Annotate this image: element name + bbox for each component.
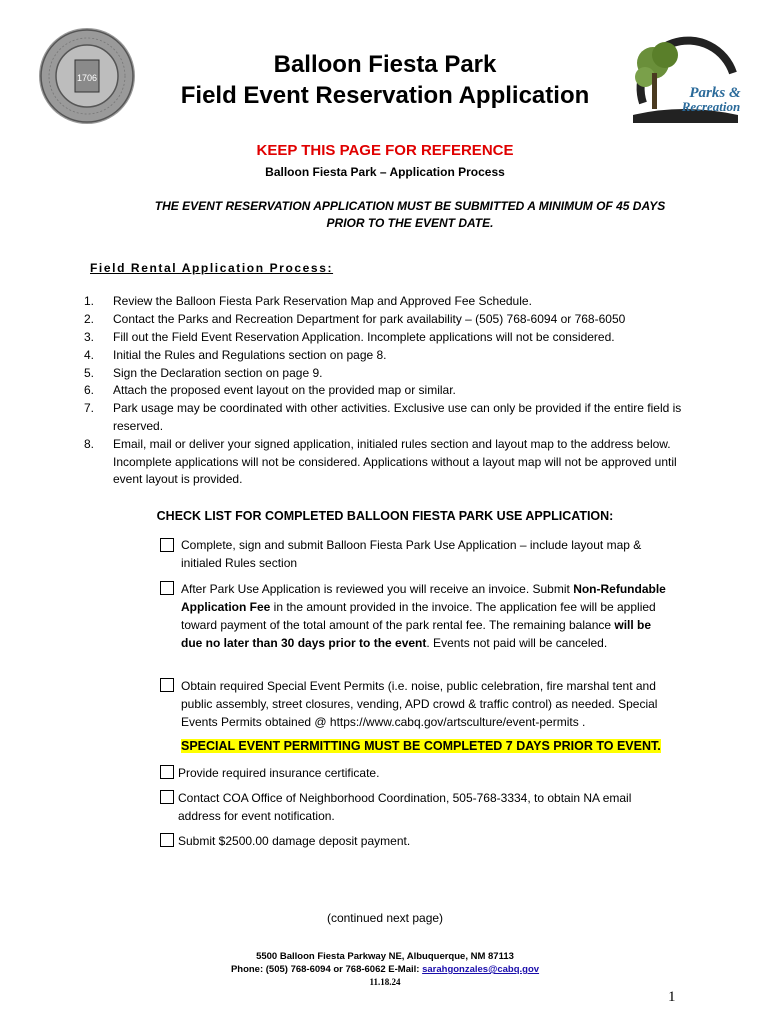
checkbox-insurance[interactable] bbox=[160, 765, 174, 779]
footer-phone: Phone: (505) 768-6094 or 768-6062 E-Mail: bbox=[230, 964, 423, 975]
step-number: 2. bbox=[84, 312, 95, 326]
step-text: Initial the Rules and Regulations section on page 8. bbox=[113, 348, 387, 362]
svg-text:Recreation: Recreation bbox=[681, 99, 741, 114]
warning-line-2: PRIOR TO THE EVENT DATE. bbox=[326, 216, 494, 230]
step-number: 8. bbox=[84, 437, 95, 451]
permit-deadline-notice: SPECIAL EVENT PERMITTING MUST BE COMPLETED 7 DAYS PRIOR TO EVENT. bbox=[181, 739, 661, 753]
checkbox-neighborhood[interactable] bbox=[160, 790, 174, 804]
checklist-item-fee: After Park Use Application is reviewed you will receive an invoice. Submit Non-Refundable Application Fee in the amount provided in the invoice. The application fee will be applied toward payment of the total amount of the park rental fee. The remaining balance will be due no later than 30 days prior to the event. Events not paid will be canceled. bbox=[181, 582, 666, 650]
svg-text:Parks &: Parks & bbox=[689, 85, 741, 101]
checklist-item-insurance: Provide required insurance certificate. bbox=[178, 766, 380, 780]
step-text: Attach the proposed event layout on the provided map or similar. bbox=[113, 383, 456, 397]
step-number: 7. bbox=[84, 401, 95, 415]
svg-text:1706: 1706 bbox=[76, 73, 98, 83]
warning-line-1: THE EVENT RESERVATION APPLICATION MUST BE SUBMITTED A MINIMUM OF 45 DAYS bbox=[154, 199, 666, 213]
reference-notice: KEEP THIS PAGE FOR REFERENCE bbox=[256, 142, 514, 159]
checklist-item-deposit: Submit $2500.00 damage deposit payment. bbox=[178, 834, 411, 848]
step-number: 6. bbox=[84, 383, 95, 397]
checklist-item-permits: Obtain required Special Event Permits (i.e. noise, public celebration, fire marshal tent and public assembly, street closures, vending, APD crowd & traffic control) as needed. Special Events Permits obtained @ https://www.cabq.gov/artsculture/event-permits . bbox=[181, 679, 658, 729]
parks-recreation-logo bbox=[623, 33, 743, 125]
footer-address: 5500 Balloon Fiesta Parkway NE, Albuquerque, NM 87113 bbox=[256, 951, 514, 962]
checkbox-deposit[interactable] bbox=[160, 833, 174, 847]
application-process-subtitle: Balloon Fiesta Park – Application Process bbox=[265, 165, 505, 179]
document-title: Balloon Fiesta Park bbox=[273, 51, 497, 78]
document-subtitle: Field Event Reservation Application bbox=[180, 82, 590, 109]
checklist-item-neighborhood: Contact COA Office of Neighborhood Coordination, 505-768-3334, to obtain NA email address for event notification. bbox=[178, 791, 632, 823]
step-text: Fill out the Field Event Reservation Application. Incomplete applications will not be considered. bbox=[113, 330, 615, 344]
page-number: 1 bbox=[668, 989, 676, 1005]
checkbox-fee[interactable] bbox=[160, 581, 174, 595]
step-text: Email, mail or deliver your signed application, initialed rules section and layout map to the address below. Incomplete applications will not be considered. Applications without a layout map will not be approved until event layout is provided. bbox=[113, 437, 677, 486]
email-link[interactable]: sarahgonzales@cabq.gov bbox=[422, 964, 540, 975]
submission-deadline-warning bbox=[130, 198, 690, 232]
step-number: 3. bbox=[84, 330, 95, 344]
step-text: Contact the Parks and Recreation Department for park availability – (505) 768-6094 or 768-6050 bbox=[113, 312, 626, 326]
step-text: Park usage may be coordinated with other activities. Exclusive use can only be provided if the entire field is reserved. bbox=[113, 401, 682, 433]
checklist-item-application: Complete, sign and submit Balloon Fiesta Park Use Application – include layout map & initialed Rules section bbox=[181, 538, 642, 570]
footer-contact bbox=[0, 964, 770, 975]
step-text: Sign the Declaration section on page 9. bbox=[113, 366, 323, 380]
step-number: 1. bbox=[84, 294, 95, 308]
step-number: 5. bbox=[84, 366, 95, 380]
step-number: 4. bbox=[84, 348, 95, 362]
checklist-heading: CHECK LIST FOR COMPLETED BALLOON FIESTA PARK USE APPLICATION: bbox=[156, 509, 614, 523]
step-text: Review the Balloon Fiesta Park Reservation Map and Approved Fee Schedule. bbox=[113, 294, 532, 308]
process-heading: Field Rental Application Process: bbox=[90, 261, 334, 275]
checkbox-permits[interactable] bbox=[160, 678, 174, 692]
continued-note: (continued next page) bbox=[326, 911, 444, 925]
revision-date: 11.18.24 bbox=[369, 977, 401, 987]
checkbox-application[interactable] bbox=[160, 538, 174, 552]
